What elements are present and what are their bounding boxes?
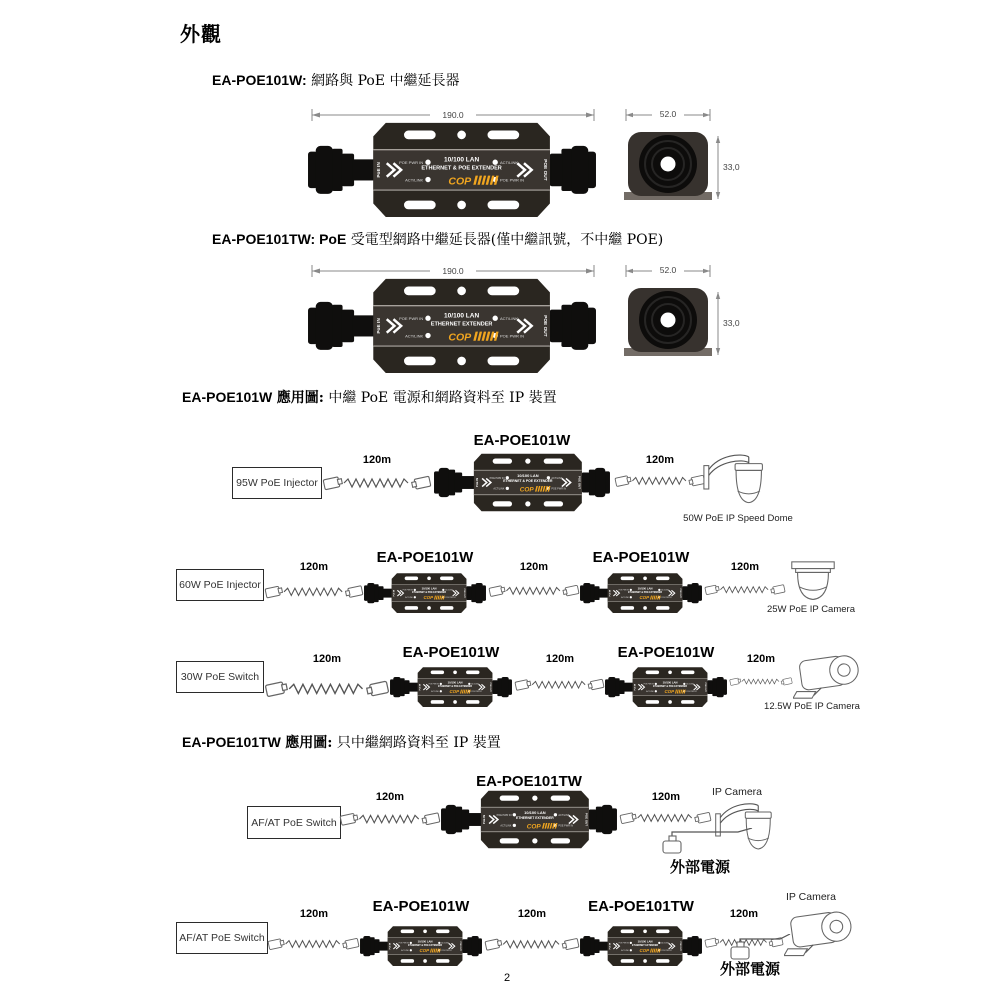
svg-text:POE OUT: POE OUT: [679, 941, 682, 951]
ethernet-cable-icon: [322, 470, 432, 496]
svg-text:COP: COP: [449, 689, 460, 695]
svg-text:POE PWR IN: POE PWR IN: [471, 691, 482, 694]
poe-extender-drawing: [434, 452, 610, 513]
ethernet-cable-icon: [267, 933, 360, 955]
source-box: 30W PoE Switch: [176, 661, 264, 693]
poe-extender-side-view: [612, 106, 742, 220]
ethernet-cable-icon: [264, 674, 390, 704]
endpoint-caption: 50W PoE IP Speed Dome: [683, 513, 793, 524]
cable-length-label: 120m: [299, 561, 329, 573]
svg-text:POE PWR IN: POE PWR IN: [499, 333, 525, 339]
ethernet-cable-icon: [488, 580, 580, 602]
endpoint-caption: 25W PoE IP Camera: [766, 604, 855, 615]
svg-text:PoE IN: PoE IN: [377, 318, 383, 334]
svg-text:POE OUT: POE OUT: [542, 159, 548, 181]
svg-text:10/100 LAN: 10/100 LAN: [444, 312, 480, 320]
svg-text:10/100 LAN: 10/100 LAN: [421, 587, 437, 591]
ethernet-extender-drawing: [580, 925, 702, 967]
svg-text:POE PWR IN: POE PWR IN: [686, 691, 697, 694]
device-label: EA-POE101W: [402, 644, 500, 661]
svg-text:ETHERNET & POE EXTENDER: ETHERNET & POE EXTENDER: [628, 591, 663, 594]
application-description: 中繼 PoE 電源和網路資料至 IP 裝置: [328, 390, 557, 406]
source-box: 60W PoE Injector: [176, 569, 264, 601]
svg-text:ACT/LINK: ACT/LINK: [405, 597, 413, 600]
device-diagram-w: [308, 106, 744, 224]
device-label: EA-POE101W: [372, 898, 470, 915]
svg-text:ETHERNET EXTENDER: ETHERNET EXTENDER: [516, 816, 554, 821]
cable-length-label: 120m: [517, 908, 547, 920]
svg-text:POE OUT: POE OUT: [679, 588, 682, 598]
poe-extender-drawing: [605, 666, 727, 708]
cable-length-label: 120m: [746, 653, 776, 665]
svg-text:ACT/LINK: ACT/LINK: [499, 316, 519, 322]
cable-length-label: 120m: [362, 454, 392, 466]
svg-text:POE PWR IN: POE PWR IN: [441, 950, 452, 953]
svg-text:POE PWR IN: POE PWR IN: [399, 316, 424, 322]
application-label: 應用圖:: [285, 735, 333, 751]
ethernet-cable-icon: [619, 807, 712, 829]
poe-extender-drawing: [580, 572, 702, 614]
svg-text:10/100 LAN: 10/100 LAN: [662, 681, 678, 685]
bullet-camera-icon: [784, 904, 858, 959]
section-heading-w: [212, 70, 460, 90]
cable-length-label: 120m: [312, 653, 342, 665]
dome-camera-icon: [786, 558, 840, 602]
cable-length-label: 120m: [545, 653, 575, 665]
svg-text:POE PWR IN: POE PWR IN: [496, 813, 512, 817]
device-label: EA-POE101TW: [476, 773, 582, 790]
dimension-label-height: 33,0: [723, 162, 740, 172]
svg-text:POE PWR IN: POE PWR IN: [428, 683, 439, 686]
svg-text:ACT/LINK: ACT/LINK: [500, 824, 512, 828]
svg-text:10/100 LAN: 10/100 LAN: [637, 587, 653, 591]
model-name: EA-POE101W: [182, 389, 273, 405]
svg-text:ETHERNET EXTENDER: ETHERNET EXTENDER: [632, 944, 659, 947]
source-box: AF/AT PoE Switch: [176, 922, 268, 954]
endpoint-caption: IP Camera: [712, 786, 762, 798]
svg-text:POE PWR IN: POE PWR IN: [398, 942, 409, 945]
svg-text:PoE IN: PoE IN: [475, 477, 480, 488]
svg-text:ACT/LINK: ACT/LINK: [499, 160, 519, 166]
svg-text:ACT/LINK: ACT/LINK: [621, 597, 629, 600]
svg-text:POE PWR IN: POE PWR IN: [558, 824, 574, 828]
svg-text:PoE IN: PoE IN: [482, 814, 487, 825]
svg-text:POE PWR IN: POE PWR IN: [402, 589, 413, 592]
cable-length-label: 120m: [651, 791, 681, 803]
svg-text:ACT/LINK: ACT/LINK: [661, 942, 669, 945]
svg-text:POE PWR IN: POE PWR IN: [661, 950, 672, 953]
svg-text:ACT/LINK: ACT/LINK: [401, 950, 409, 953]
svg-text:10/100 LAN: 10/100 LAN: [417, 940, 433, 944]
svg-text:PoE IN: PoE IN: [609, 589, 612, 597]
svg-text:POE OUT: POE OUT: [489, 682, 492, 692]
svg-text:10/100 LAN: 10/100 LAN: [524, 810, 546, 816]
ethernet-cable-icon: [484, 933, 580, 956]
cable-length-label: 120m: [729, 908, 759, 920]
svg-text:COP: COP: [526, 823, 541, 831]
svg-text:POE OUT: POE OUT: [584, 812, 589, 827]
ethernet-extender-side-view: [612, 262, 742, 376]
svg-text:ETHERNET & POE EXTENDER: ETHERNET & POE EXTENDER: [408, 944, 443, 947]
svg-text:ACT/LINK: ACT/LINK: [646, 691, 654, 694]
dimension-label-width: 52.0: [659, 109, 677, 119]
svg-text:COP: COP: [639, 948, 650, 954]
source-box: 95W PoE Injector: [232, 467, 322, 499]
svg-text:ACT/LINK: ACT/LINK: [431, 691, 439, 694]
svg-text:COP: COP: [639, 595, 650, 601]
svg-text:POE PWR IN: POE PWR IN: [643, 683, 654, 686]
dimension-label-width: 52.0: [659, 265, 677, 275]
application-description: 只中繼網路資料至 IP 裝置: [336, 735, 501, 751]
device-label: EA-POE101TW: [588, 898, 694, 915]
svg-text:ACT/LINK: ACT/LINK: [551, 476, 563, 480]
section-heading-app-w: [182, 387, 557, 407]
svg-text:POE PWR IN: POE PWR IN: [489, 476, 505, 480]
svg-text:PoE IN: PoE IN: [389, 942, 392, 950]
svg-text:ACT/LINK: ACT/LINK: [686, 683, 694, 686]
endpoint-caption: 12.5W PoE IP Camera: [764, 701, 860, 712]
svg-text:ACT/LINK: ACT/LINK: [405, 177, 424, 183]
cable-length-label: 120m: [645, 454, 675, 466]
svg-text:ACT/LINK: ACT/LINK: [621, 950, 629, 953]
svg-text:POE OUT: POE OUT: [459, 941, 462, 951]
model-name: EA-POE101TW: PoE: [212, 231, 347, 247]
svg-text:POE PWR IN: POE PWR IN: [618, 942, 629, 945]
svg-text:POE OUT: POE OUT: [577, 475, 582, 490]
svg-text:COP: COP: [423, 595, 434, 601]
svg-text:ETHERNET & POE EXTENDER: ETHERNET & POE EXTENDER: [653, 685, 688, 688]
speed-dome-camera-icon: [700, 450, 778, 514]
ethernet-cable-icon: [339, 807, 441, 831]
power-plug-icon: [648, 828, 758, 856]
ethernet-cable-icon: [514, 674, 605, 696]
svg-text:ETHERNET & POE EXTENDER: ETHERNET & POE EXTENDER: [438, 685, 473, 688]
page-number: 2: [503, 972, 511, 984]
svg-text:ETHERNET & POE EXTENDER: ETHERNET & POE EXTENDER: [421, 165, 502, 172]
svg-text:COP: COP: [419, 948, 430, 954]
svg-text:POE PWR IN: POE PWR IN: [399, 160, 424, 166]
svg-text:COP: COP: [664, 689, 675, 695]
model-name: EA-POE101TW: [182, 734, 281, 750]
ethernet-extender-drawing: [441, 789, 617, 850]
section-heading-app-tw: [182, 732, 501, 752]
svg-text:POE PWR IN: POE PWR IN: [618, 589, 629, 592]
poe-extender-drawing: [390, 666, 512, 708]
svg-text:10/100 LAN: 10/100 LAN: [447, 681, 463, 685]
dimension-label-length: 190.0: [442, 266, 464, 276]
svg-text:10/100 LAN: 10/100 LAN: [444, 156, 480, 164]
poe-extender-drawing: [360, 925, 482, 967]
svg-text:PoE IN: PoE IN: [377, 162, 383, 178]
svg-text:PoE IN: PoE IN: [393, 589, 396, 597]
svg-text:COP: COP: [448, 331, 472, 344]
svg-text:COP: COP: [448, 175, 472, 188]
svg-text:ACT/LINK: ACT/LINK: [441, 942, 449, 945]
svg-text:POE PWR IN: POE PWR IN: [445, 597, 456, 600]
svg-text:ACT/LINK: ACT/LINK: [405, 333, 424, 339]
section-heading-tw: [212, 229, 663, 249]
svg-text:POE PWR IN: POE PWR IN: [551, 487, 567, 491]
ethernet-extender-top-view: [308, 276, 596, 376]
ethernet-cable-icon: [614, 470, 706, 492]
dimension-label-length: 190.0: [442, 110, 464, 120]
svg-text:ACT/LINK: ACT/LINK: [558, 813, 570, 817]
cable-length-label: 120m: [519, 561, 549, 573]
bullet-camera-icon: [793, 648, 865, 701]
model-description: 網路與 PoE 中繼延長器: [311, 73, 460, 89]
svg-text:PoE IN: PoE IN: [419, 683, 422, 691]
source-box: AF/AT PoE Switch: [247, 806, 341, 839]
svg-text:POE OUT: POE OUT: [463, 588, 466, 598]
cable-length-label: 120m: [730, 561, 760, 573]
device-label: EA-POE101W: [376, 549, 474, 566]
cable-length-label: 120m: [375, 791, 405, 803]
svg-text:POE PWR IN: POE PWR IN: [499, 177, 525, 183]
svg-text:ETHERNET EXTENDER: ETHERNET EXTENDER: [430, 321, 493, 328]
device-diagram-tw: [308, 262, 744, 380]
model-name: EA-POE101W:: [212, 72, 307, 88]
poe-extender-top-view: [308, 120, 596, 220]
ethernet-cable-icon: [704, 580, 786, 599]
svg-text:ETHERNET & POE EXTENDER: ETHERNET & POE EXTENDER: [412, 591, 447, 594]
svg-text:POE PWR IN: POE PWR IN: [661, 597, 672, 600]
svg-text:ACT/LINK: ACT/LINK: [471, 683, 479, 686]
svg-text:COP: COP: [519, 486, 534, 494]
dimension-label-height: 33,0: [723, 318, 740, 328]
svg-text:ACT/LINK: ACT/LINK: [493, 487, 505, 491]
svg-text:ACT/LINK: ACT/LINK: [445, 589, 453, 592]
device-label: EA-POE101W: [592, 549, 690, 566]
external-power-label: 外部電源: [669, 858, 730, 876]
svg-text:POE OUT: POE OUT: [542, 315, 548, 337]
svg-text:ACT/LINK: ACT/LINK: [661, 589, 669, 592]
svg-text:ETHERNET & POE EXTENDER: ETHERNET & POE EXTENDER: [503, 479, 553, 484]
endpoint-caption: IP Camera: [786, 891, 836, 903]
svg-text:PoE IN: PoE IN: [609, 942, 612, 950]
device-label: EA-POE101W: [473, 432, 571, 449]
application-label: 應用圖:: [276, 390, 324, 406]
poe-extender-drawing: [364, 572, 486, 614]
page-title: 外觀: [180, 22, 222, 46]
cable-length-label: 120m: [299, 908, 329, 920]
model-description: 受電型網路中繼延長器(僅中繼訊號，不中繼 POE): [350, 232, 664, 248]
external-power-label: 外部電源: [719, 960, 780, 978]
svg-text:10/100 LAN: 10/100 LAN: [637, 940, 653, 944]
ethernet-cable-icon: [729, 674, 793, 689]
svg-text:POE OUT: POE OUT: [704, 682, 707, 692]
svg-text:PoE IN: PoE IN: [634, 683, 637, 691]
svg-text:10/100 LAN: 10/100 LAN: [517, 473, 539, 479]
device-label: EA-POE101W: [617, 644, 715, 661]
ethernet-cable-icon: [264, 580, 364, 604]
